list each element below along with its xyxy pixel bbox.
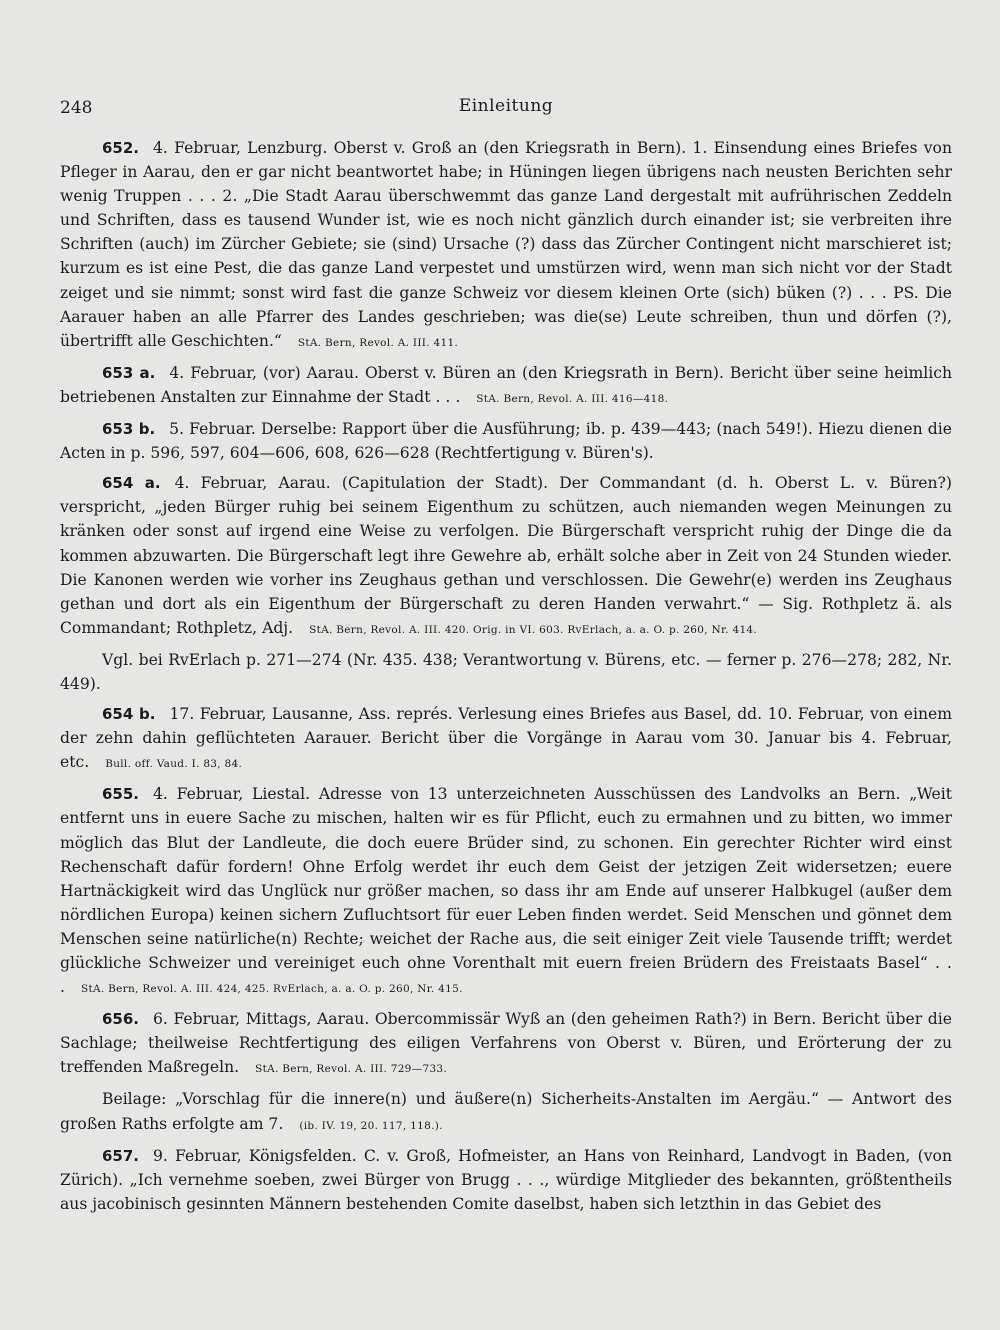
source-citation: Bull. off. Vaud. I. 83, 84. [105,758,243,771]
entry-652 [60,136,952,355]
entry-654a [60,471,952,642]
entry-text: 4. Februar, Aarau. (Capitulation der Stadt). Der Commandant (d. h. Oberst L. v. Büren?) verspricht, „jeden Bürger ruhig bei seinem Eigenthum zu schützen, auch niemanden wegen Meinungen zu kränken oder sonst auf irgend eine Weise zu verfolgen. Die Bürgerschaft verspricht ruhig der Dinge die da kommen abzuwarten. Die Bürgerschaft legt ihre Gewehre ab, erhält solche aber in Zeit von 24 Stunden wieder. Die Kanonen werden wie vorher ins Zeughaus gethan und verschlossen. Die Gewehr(e) werden ins Zeughaus gethan und dort als ein Eigenthum der Bürgerschaft zu deren Handen verwahrt.“ — Sig. Rothpletz ä. als Commandant; Rothpletz, Adj. [60,474,953,637]
entry-654a-note [60,648,952,696]
running-title: Einleitung [458,96,554,116]
entry-number: 656. [102,1010,140,1029]
entry-text: 17. Februar, Lausanne, Ass. représ. Verlesung eines Briefes aus Basel, dd. 10. Februar, von einem der zehn dahin geflüchteten Aarauer. Bericht über die Vorgänge in Aarau vom 30. Januar bis 4. Februar, etc. [60,705,953,772]
entry-655 [60,782,952,1001]
body-text [60,136,952,1222]
page-header [60,98,952,126]
entry-number: 653 a. [102,363,156,382]
entry-text: 4. Februar, (vor) Aarau. Oberst v. Büren an (den Kriegsrath in Bern). Bericht über seine heimlich betriebenen Anstalten zur Einnahme der Stadt . . . [60,363,952,406]
source-citation: StA. Bern, Revol. A. III. 424, 425. RvErlach, a. a. O. p. 260, Nr. 415. [80,983,463,996]
entry-number: 654 b. [102,705,156,724]
note-text: Vgl. bei RvErlach p. 271—274 (Nr. 435. 438; Verantwortung v. Bürens, etc. — ferner p. 276—278; 282, Nr. 449). [60,650,952,693]
entry-text: 9. Februar, Königsfelden. C. v. Groß, Hofmeister, an Hans von Reinhard, Landvogt in Baden, (von Zürich). „Ich vernehme soeben, zwei Bürger von Brugg . . ., würdige Mitglieder des bekannten, größtentheils aus jacobinisch gesinnten Männern bestehenden Comite daselbst, haben sich letzthin in das Gebiet des [60,1146,952,1213]
source-citation: StA. Bern, Revol. A. III. 411. [297,336,459,349]
entry-number: 653 b. [102,420,156,439]
page-number: 248 [60,98,93,118]
entry-656 [60,1007,952,1081]
source-citation: (ib. IV. 19, 20. 117, 118.). [299,1119,443,1132]
entry-654b [60,702,952,776]
entry-number: 652. [102,139,140,157]
entry-657 [60,1144,952,1216]
entry-text: 5. Februar. Derselbe: Rapport über die Ausführung; ib. p. 439—443; (nach 549!). Hiezu dienen die Acten in p. 596, 597, 604—606, 608, 626—628 (Rechtfertigung v. Büren's). [60,420,953,463]
entry-653a [60,361,952,411]
entry-text: 4. Februar, Lenzburg. Oberst v. Groß an (den Kriegsrath in Bern). 1. Einsendung eines Briefes von Pfleger in Aarau, den er gar nicht beantwortet habe; in Hüningen liegen übrigens nach neusten Berichten sehr wenig Truppen . . . 2. „Die Stadt Aarau überschwemmt das ganze Land dergestalt mit aufrührischen Zeddeln und Schriften, dass es tausend Wunder ist, wie es noch nicht gänzlich durch einander ist; sie verbreiten ihre Schriften (auch) im Zürcher Gebiete; sie (sind) Ursache (?) dass das Zürcher Contingent nicht marschieret ist; kurzum es ist eine Pest, die das ganze Land verpestet und umstürzen wird, wenn man sich nicht vor der Stadt zeiget und sie nimmt; sonst wird fast die ganze Schweiz vor diesem kleinen Orte (sich) büken (?) . . . PS. Die Aarauer haben an alle Pfarrer des Landes geschrieben; was die(se) Leute schreiben, thun und dörfen (?), übertrifft alle Geschichten.“ [60,139,952,350]
source-citation: StA. Bern, Revol. A. III. 416—418. [476,392,669,405]
note-text: Beilage: „Vorschlag für die innere(n) und äußere(n) Sicherheits-Anstalten im Aergäu.“ — Antwort des großen Raths erfolgte am 7. [60,1090,952,1133]
entry-653b [60,417,952,465]
entry-text: 6. Februar, Mittags, Aarau. Obercommissär Wyß an (den geheimen Rath?) in Bern. Bericht über die Sachlage; theilweise Rechtfertigung des eiligen Verfahrens von Oberst v. Büren, und Erörterung der zu treffenden Maßregeln. [60,1010,952,1077]
entry-number: 655. [102,785,140,804]
source-citation: StA. Bern, Revol. A. III. 420. Orig. in VI. 603. RvErlach, a. a. O. p. 260, Nr. 414. [309,623,758,636]
entry-656-beilage [60,1087,952,1137]
entry-text: 4. Februar, Liestal. Adresse von 13 unterzeichneten Ausschüssen des Landvolks an Bern. „Weit entfernt uns in euere Sache zu mischen, halten wir es für Pflicht, euch zu ermahnen und zu bitten, wo immer möglich das Blut der Landleute, die doch euere Brüder sind, zu schonen. Ein gerechter Richter wird einst Rechenschaft dafür fordern! Ohne Erfolg werdet ihr euch dem Geist der jetzigen Zeit widersetzen; euere Hartnäckigkeit wird das Unglück nur größer machen, so dass ihr am Ende auf unserer Halbkugel (außer dem nördlichen Europa) keinen sichern Zufluchtsort für euer Leben finden werdet. Seid Menschen und gönnet dem Menschen seine natürliche(n) Rechte; weichet der Rache aus, die seit einiger Zeit viele Tausende trifft; werdet glückliche Schweizer und vereiniget euch ohne Vorenthalt mit euern freien Brüdern des Freistaats Basel“ . . . [60,785,952,997]
entry-number: 654 a. [102,474,161,493]
source-citation: StA. Bern, Revol. A. III. 729—733. [255,1063,448,1076]
entry-number: 657. [102,1146,140,1165]
